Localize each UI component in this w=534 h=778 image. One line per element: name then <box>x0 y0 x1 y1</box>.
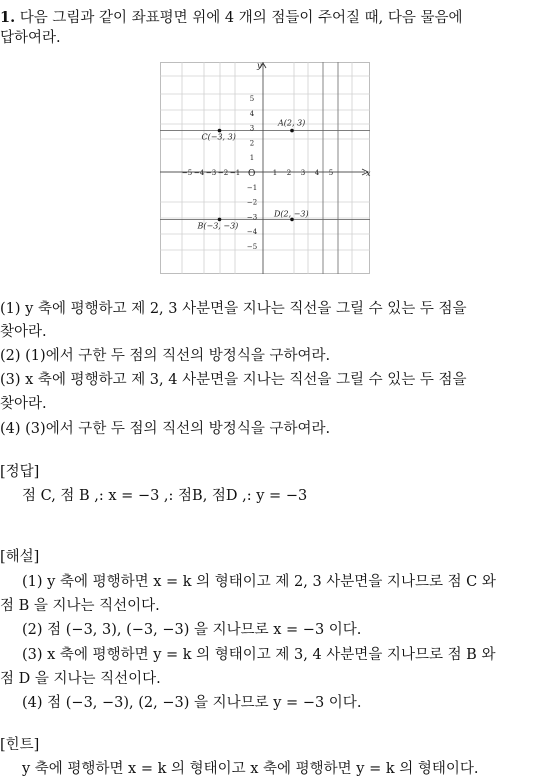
hint-heading: [힌트] <box>0 737 40 753</box>
x-tick-label: −3 <box>205 169 217 177</box>
y-tick-label: 3 <box>249 124 255 133</box>
explanation-line: (3) x 축에 평행하면 y = k 의 형태이고 제 3, 4 사분면을 지나므로 점 B 와 <box>22 647 496 663</box>
y-tick-label: −4 <box>246 228 258 237</box>
y-tick-label: −2 <box>246 198 258 207</box>
y-tick-label: 5 <box>249 95 255 103</box>
x-tick-labels <box>182 169 333 177</box>
problem-text: 다음 그림과 같이 좌표평면 위에 4 개의 점들이 주어질 때, 다음 물음에 <box>19 10 463 26</box>
explanation-line: 점 B 을 지나는 직선이다. <box>0 598 160 614</box>
origin-label: O <box>248 169 256 179</box>
question-1-line-1: (1) y 축에 평행하고 제 2, 3 사분면을 지나는 직선을 그릴 수 있는 두 점을 <box>0 301 467 317</box>
y-tick-label: 1 <box>249 154 255 163</box>
grid-lines <box>160 62 370 274</box>
point-label: C(−3, 3) <box>201 132 236 142</box>
x-tick-label: 1 <box>272 169 278 177</box>
x-tick-label: 4 <box>314 169 320 177</box>
x-tick-label: −5 <box>181 169 193 177</box>
question-3-line-1: (3) x 축에 평행하고 제 3, 4 사분면을 지나는 직선을 그릴 수 있는 두 점을 <box>0 372 467 388</box>
problem-number: 1. <box>0 9 16 26</box>
explanation-line: (4) 점 (−3, −3), (2, −3) 을 지나므로 y = −3 이다. <box>22 695 362 711</box>
x-tick-label: −1 <box>229 169 241 177</box>
x-tick-label: −2 <box>217 169 229 177</box>
problem-line-1 <box>0 6 462 27</box>
question-4: (4) (3)에서 구한 두 점의 직선의 방정식을 구하여라. <box>0 421 331 437</box>
x-tick-label: 2 <box>286 169 292 177</box>
explanation-line: 점 D 을 지나는 직선이다. <box>0 671 161 687</box>
axes <box>160 61 371 274</box>
explanation-heading: [해설] <box>0 549 40 565</box>
y-tick-label: −3 <box>246 213 258 222</box>
y-tick-label: 4 <box>249 109 255 118</box>
point-marker <box>290 129 294 133</box>
answer-heading: [정답] <box>0 464 40 480</box>
problem-line-2: 답하여라. <box>0 30 61 46</box>
y-tick-label: −1 <box>246 183 258 192</box>
x-tick-label: −4 <box>193 169 205 177</box>
question-1-line-2: 찾아라. <box>0 324 47 340</box>
answer-text: 점 C, 점 B ,: x = −3 ,: 점B, 점D ,: y = −3 <box>22 488 308 504</box>
point-label: B(−3, −3) <box>197 221 239 231</box>
point-label: D(2, −3) <box>274 209 309 219</box>
hint-text: y 축에 평행하면 x = k 의 형태이고 x 축에 평행하면 y = k 의 형태이다. <box>22 761 479 777</box>
y-tick-label: −5 <box>246 243 258 251</box>
explanation-line: (1) y 축에 평행하면 x = k 의 형태이고 제 2, 3 사분면을 지나므로 점 C 와 <box>22 574 496 590</box>
question-3-line-2: 찾아라. <box>0 396 47 412</box>
explanation-line: (2) 점 (−3, 3), (−3, −3) 을 지나므로 x = −3 이다. <box>22 622 362 638</box>
point-label: A(2, 3) <box>278 118 306 128</box>
x-axis-label: x <box>366 169 371 178</box>
y-axis-label: y <box>257 61 262 70</box>
x-tick-label: 3 <box>300 169 306 177</box>
question-2: (2) (1)에서 구한 두 점의 직선의 방정식을 구하여라. <box>0 348 331 364</box>
x-tick-label: 5 <box>328 169 334 177</box>
coordinate-plane-figure <box>160 62 370 274</box>
y-tick-label: 2 <box>249 139 255 148</box>
